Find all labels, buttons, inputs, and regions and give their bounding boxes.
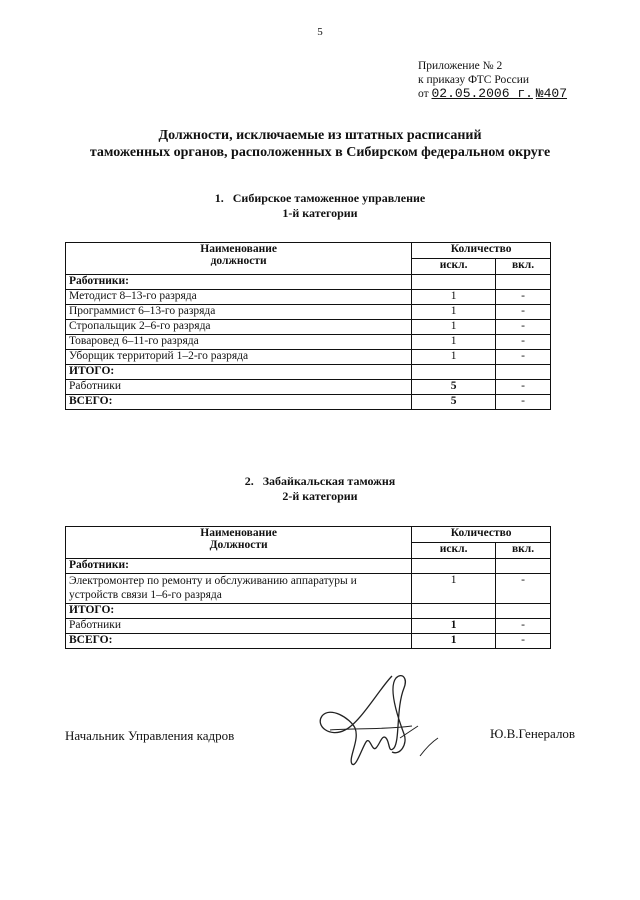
order-date: 02.05.2006 г. — [431, 86, 533, 101]
vsego-excl: 1 — [412, 634, 496, 649]
appendix-prefix: от — [418, 88, 429, 100]
table-row — [66, 305, 551, 320]
itogo-name: Работники — [66, 619, 412, 634]
itogo-excl: 5 — [412, 380, 496, 395]
table-header-quantity: Количество — [412, 527, 551, 543]
vsego-label: ВСЕГО: — [66, 395, 412, 410]
excl-count: 1 — [412, 335, 496, 350]
itogo-incl: - — [496, 380, 551, 395]
section-2-heading — [0, 474, 640, 504]
vsego-incl: - — [496, 634, 551, 649]
incl-count: - — [496, 335, 551, 350]
excl-count: 1 — [412, 320, 496, 335]
excl-count: 1 — [412, 290, 496, 305]
incl-count: - — [496, 574, 551, 604]
section-1-heading-line-2: 1-й категории — [282, 206, 358, 220]
empty-cell — [412, 365, 496, 380]
section-1-heading-line-1: 1. Сибирское таможенное управление — [214, 191, 426, 205]
position-name: Программист 6–13-го разряда — [66, 305, 412, 320]
position-name: Электромонтер по ремонту и обслуживанию аппаратуры и устройств связи 1–6-го разряда — [66, 574, 412, 604]
section-2-heading-line-2: 2-й категории — [282, 489, 358, 503]
position-name: Уборщик территорий 1–2-го разряда — [66, 350, 412, 365]
table-header-quantity: Количество — [412, 243, 551, 259]
section-2-heading-line-1: 2. Забайкальская таможня — [244, 474, 396, 488]
header-name-line-2: должности — [210, 255, 267, 267]
position-name: Стропальщик 2–6-го разряда — [66, 320, 412, 335]
incl-count: - — [496, 350, 551, 365]
table-row — [66, 320, 551, 335]
itogo-name: Работники — [66, 380, 412, 395]
order-number: №407 — [535, 86, 568, 101]
incl-count: - — [496, 290, 551, 305]
appendix-line-3 — [418, 87, 567, 101]
itogo-label: ИТОГО: — [66, 604, 412, 619]
incl-count: - — [496, 305, 551, 320]
signatory-title: Начальник Управления кадров — [65, 728, 235, 743]
group-label: Работники: — [66, 275, 412, 290]
empty-cell — [412, 559, 496, 574]
empty-cell — [412, 275, 496, 290]
page-number: 5 — [317, 26, 323, 38]
vsego-row — [66, 634, 551, 649]
itogo-excl: 1 — [412, 619, 496, 634]
itogo-label: ИТОГО: — [66, 365, 412, 380]
empty-cell — [496, 604, 551, 619]
itogo-incl: - — [496, 619, 551, 634]
table-header-name — [66, 243, 412, 275]
section-1-table — [65, 242, 551, 410]
excl-count: 1 — [412, 350, 496, 365]
section-1-heading — [0, 191, 640, 221]
section-2-table — [65, 526, 551, 649]
table-header-name — [66, 527, 412, 559]
appendix-line-1: Приложение № 2 — [418, 60, 503, 72]
table-row — [66, 335, 551, 350]
header-name-line-2: Должности — [209, 539, 268, 551]
appendix-line-2: к приказу ФТС России — [418, 74, 529, 86]
header-name-line-1: Наименование — [200, 527, 277, 539]
document-title-line-1: Должности, исключаемые из штатных расписаний — [158, 128, 482, 143]
table-header-excl: искл. — [412, 543, 496, 559]
vsego-incl: - — [496, 395, 551, 410]
group-label: Работники: — [66, 559, 412, 574]
itogo-row — [66, 380, 551, 395]
empty-cell — [496, 559, 551, 574]
vsego-row — [66, 395, 551, 410]
empty-cell — [412, 604, 496, 619]
table-row — [66, 574, 551, 604]
document-title — [0, 127, 640, 161]
appendix-block — [418, 59, 567, 101]
vsego-label: ВСЕГО: — [66, 634, 412, 649]
excl-count: 1 — [412, 305, 496, 320]
table-header-incl: вкл. — [496, 543, 551, 559]
table-row — [66, 350, 551, 365]
excl-count: 1 — [412, 574, 496, 604]
table-header-excl: искл. — [412, 259, 496, 275]
incl-count: - — [496, 320, 551, 335]
table-row — [66, 290, 551, 305]
table-header-incl: вкл. — [496, 259, 551, 275]
vsego-excl: 5 — [412, 395, 496, 410]
empty-cell — [496, 275, 551, 290]
position-name: Товаровед 6–11-го разряда — [66, 335, 412, 350]
document-title-line-2: таможенных органов, расположенных в Сибирском федеральном округе — [89, 145, 551, 160]
position-name: Методист 8–13-го разряда — [66, 290, 412, 305]
itogo-row — [66, 619, 551, 634]
signatory-name: Ю.В.Генералов — [490, 726, 576, 741]
empty-cell — [496, 365, 551, 380]
handwritten-signature — [300, 668, 450, 778]
header-name-line-1: Наименование — [200, 243, 277, 255]
